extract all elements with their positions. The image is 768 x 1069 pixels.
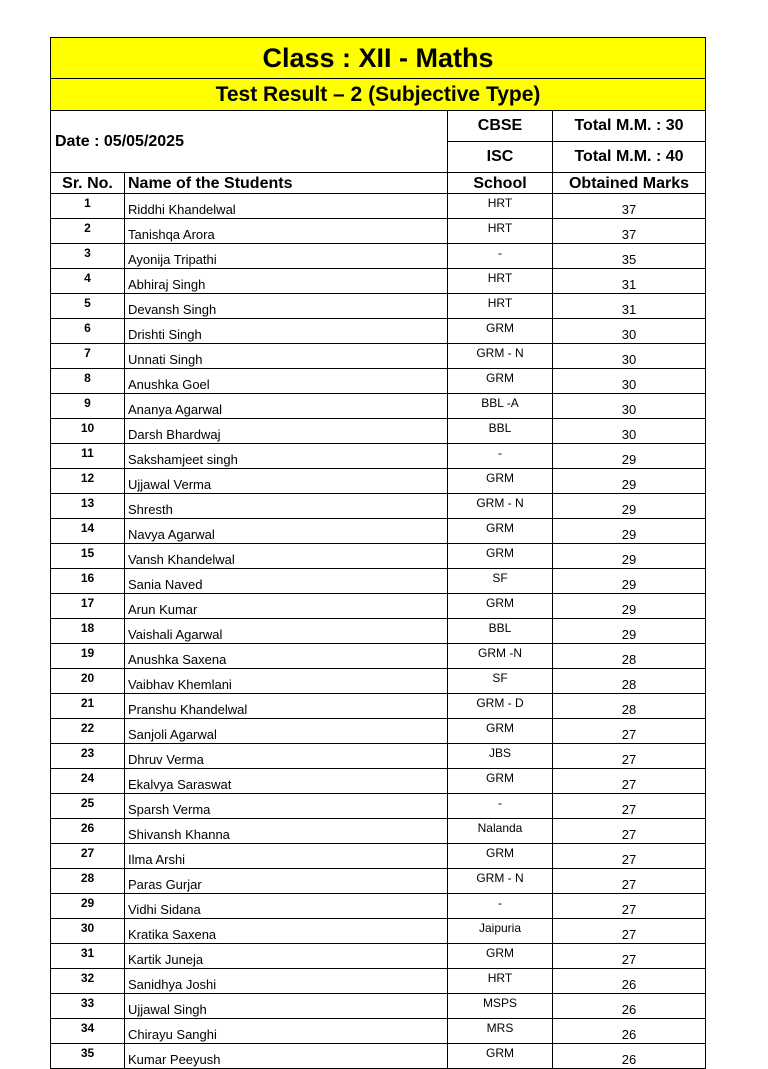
student-name-cell: Ujjawal Verma: [125, 469, 448, 494]
sr-no-cell: 27: [51, 844, 125, 869]
table-row: [51, 669, 706, 694]
school-cell: GRM: [448, 719, 553, 744]
school-cell: HRT: [448, 219, 553, 244]
student-name-cell: Riddhi Khandelwal: [125, 194, 448, 219]
marks-cell: 26: [553, 1019, 706, 1044]
table-row: [51, 844, 706, 869]
table-row: [51, 269, 706, 294]
student-name-cell: Arun Kumar: [125, 594, 448, 619]
student-name-cell: Kratika Saxena: [125, 919, 448, 944]
school-cell: HRT: [448, 294, 553, 319]
school-cell: GRM -N: [448, 644, 553, 669]
student-name-cell: Drishti Singh: [125, 319, 448, 344]
school-cell: MSPS: [448, 994, 553, 1019]
sr-no-cell: 34: [51, 1019, 125, 1044]
sr-no-cell: 28: [51, 869, 125, 894]
sr-no-cell: 2: [51, 219, 125, 244]
table-row: [51, 944, 706, 969]
marks-cell: 26: [553, 969, 706, 994]
column-header-sr-no: Sr. No.: [51, 173, 125, 194]
sr-no-cell: 12: [51, 469, 125, 494]
table-row: [51, 469, 706, 494]
marks-cell: 37: [553, 194, 706, 219]
school-cell: GRM: [448, 319, 553, 344]
student-name-cell: Vansh Khandelwal: [125, 544, 448, 569]
table-row: [51, 294, 706, 319]
sr-no-cell: 22: [51, 719, 125, 744]
student-name-cell: Anushka Goel: [125, 369, 448, 394]
table-row: [51, 794, 706, 819]
sr-no-cell: 7: [51, 344, 125, 369]
table-row: [51, 894, 706, 919]
sr-no-cell: 10: [51, 419, 125, 444]
sheet-subtitle: Test Result – 2 (Subjective Type): [51, 79, 706, 111]
marks-cell: 27: [553, 744, 706, 769]
sr-no-cell: 11: [51, 444, 125, 469]
marks-cell: 27: [553, 869, 706, 894]
sr-no-cell: 14: [51, 519, 125, 544]
table-row: [51, 744, 706, 769]
result-table: [50, 37, 706, 1069]
school-cell: GRM: [448, 944, 553, 969]
school-cell: GRM - D: [448, 694, 553, 719]
marks-cell: 28: [553, 669, 706, 694]
sr-no-cell: 33: [51, 994, 125, 1019]
table-row: [51, 719, 706, 744]
sr-no-cell: 3: [51, 244, 125, 269]
sr-no-cell: 8: [51, 369, 125, 394]
student-name-cell: Vidhi Sidana: [125, 894, 448, 919]
table-row: [51, 594, 706, 619]
sr-no-cell: 13: [51, 494, 125, 519]
sheet-title: Class : XII - Maths: [51, 38, 706, 79]
table-row: [51, 769, 706, 794]
school-cell: GRM: [448, 369, 553, 394]
marks-cell: 29: [553, 619, 706, 644]
sr-no-cell: 29: [51, 894, 125, 919]
student-name-cell: Anushka Saxena: [125, 644, 448, 669]
student-name-cell: Dhruv Verma: [125, 744, 448, 769]
school-cell: Jaipuria: [448, 919, 553, 944]
marks-cell: 27: [553, 844, 706, 869]
student-name-cell: Ayonija Tripathi: [125, 244, 448, 269]
school-cell: -: [448, 244, 553, 269]
table-row: [51, 394, 706, 419]
sr-no-cell: 18: [51, 619, 125, 644]
student-name-cell: Sakshamjeet singh: [125, 444, 448, 469]
table-row: [51, 569, 706, 594]
student-name-cell: Devansh Singh: [125, 294, 448, 319]
column-header-name: Name of the Students: [125, 173, 448, 194]
school-cell: -: [448, 794, 553, 819]
school-cell: SF: [448, 669, 553, 694]
marks-cell: 31: [553, 269, 706, 294]
student-name-cell: Ujjawal Singh: [125, 994, 448, 1019]
school-cell: GRM: [448, 544, 553, 569]
marks-cell: 27: [553, 919, 706, 944]
sr-no-cell: 4: [51, 269, 125, 294]
school-cell: GRM: [448, 769, 553, 794]
marks-cell: 27: [553, 719, 706, 744]
table-row: [51, 694, 706, 719]
marks-cell: 26: [553, 1044, 706, 1069]
total-marks-cbse: Total M.M. : 30: [553, 111, 706, 142]
student-name-cell: Sania Naved: [125, 569, 448, 594]
student-name-cell: Sanidhya Joshi: [125, 969, 448, 994]
student-rows: [51, 194, 706, 1069]
school-cell: GRM: [448, 1044, 553, 1069]
school-cell: MRS: [448, 1019, 553, 1044]
sr-no-cell: 1: [51, 194, 125, 219]
table-row: [51, 419, 706, 444]
school-cell: GRM: [448, 519, 553, 544]
marks-cell: 26: [553, 994, 706, 1019]
marks-cell: 28: [553, 694, 706, 719]
sr-no-cell: 19: [51, 644, 125, 669]
table-row: [51, 494, 706, 519]
sr-no-cell: 17: [51, 594, 125, 619]
student-name-cell: Abhiraj Singh: [125, 269, 448, 294]
marks-cell: 27: [553, 894, 706, 919]
marks-cell: 31: [553, 294, 706, 319]
student-name-cell: Ananya Agarwal: [125, 394, 448, 419]
marks-cell: 29: [553, 519, 706, 544]
sr-no-cell: 9: [51, 394, 125, 419]
table-row: [51, 244, 706, 269]
table-row: [51, 869, 706, 894]
school-cell: GRM - N: [448, 344, 553, 369]
table-row: [51, 219, 706, 244]
test-date: Date : 05/05/2025: [51, 111, 448, 173]
table-row: [51, 969, 706, 994]
marks-cell: 29: [553, 544, 706, 569]
student-name-cell: Pranshu Khandelwal: [125, 694, 448, 719]
sr-no-cell: 31: [51, 944, 125, 969]
marks-cell: 30: [553, 369, 706, 394]
board-isc: ISC: [448, 142, 553, 173]
student-name-cell: Vaibhav Khemlani: [125, 669, 448, 694]
school-cell: GRM: [448, 594, 553, 619]
marks-cell: 37: [553, 219, 706, 244]
marks-cell: 29: [553, 569, 706, 594]
marks-cell: 27: [553, 769, 706, 794]
student-name-cell: Ekalvya Saraswat: [125, 769, 448, 794]
table-row: [51, 1044, 706, 1069]
sr-no-cell: 23: [51, 744, 125, 769]
sr-no-cell: 32: [51, 969, 125, 994]
sr-no-cell: 26: [51, 819, 125, 844]
table-row: [51, 344, 706, 369]
marks-cell: 30: [553, 394, 706, 419]
student-name-cell: Shresth: [125, 494, 448, 519]
student-name-cell: Vaishali Agarwal: [125, 619, 448, 644]
sr-no-cell: 21: [51, 694, 125, 719]
student-name-cell: Paras Gurjar: [125, 869, 448, 894]
student-name-cell: Unnati Singh: [125, 344, 448, 369]
school-cell: GRM: [448, 844, 553, 869]
school-cell: HRT: [448, 269, 553, 294]
student-name-cell: Sparsh Verma: [125, 794, 448, 819]
school-cell: -: [448, 894, 553, 919]
table-row: [51, 444, 706, 469]
table-row: [51, 194, 706, 219]
school-cell: HRT: [448, 969, 553, 994]
school-cell: JBS: [448, 744, 553, 769]
table-row: [51, 619, 706, 644]
student-name-cell: Sanjoli Agarwal: [125, 719, 448, 744]
student-name-cell: Kartik Juneja: [125, 944, 448, 969]
marks-cell: 30: [553, 319, 706, 344]
marks-cell: 29: [553, 494, 706, 519]
table-row: [51, 519, 706, 544]
school-cell: BBL: [448, 419, 553, 444]
table-row: [51, 819, 706, 844]
school-cell: BBL: [448, 619, 553, 644]
school-cell: Nalanda: [448, 819, 553, 844]
student-name-cell: Kumar Peeyush: [125, 1044, 448, 1069]
total-marks-isc: Total M.M. : 40: [553, 142, 706, 173]
sr-no-cell: 15: [51, 544, 125, 569]
board-cbse: CBSE: [448, 111, 553, 142]
school-cell: SF: [448, 569, 553, 594]
student-name-cell: Shivansh Khanna: [125, 819, 448, 844]
marks-cell: 27: [553, 944, 706, 969]
school-cell: GRM - N: [448, 494, 553, 519]
sr-no-cell: 24: [51, 769, 125, 794]
school-cell: -: [448, 444, 553, 469]
table-row: [51, 919, 706, 944]
table-row: [51, 369, 706, 394]
sr-no-cell: 30: [51, 919, 125, 944]
result-sheet: [50, 37, 705, 1069]
sr-no-cell: 16: [51, 569, 125, 594]
sr-no-cell: 35: [51, 1044, 125, 1069]
student-name-cell: Ilma Arshi: [125, 844, 448, 869]
marks-cell: 29: [553, 594, 706, 619]
sr-no-cell: 5: [51, 294, 125, 319]
marks-cell: 35: [553, 244, 706, 269]
table-row: [51, 644, 706, 669]
marks-cell: 29: [553, 444, 706, 469]
marks-cell: 30: [553, 419, 706, 444]
school-cell: BBL -A: [448, 394, 553, 419]
marks-cell: 27: [553, 794, 706, 819]
table-row: [51, 1019, 706, 1044]
student-name-cell: Chirayu Sanghi: [125, 1019, 448, 1044]
marks-cell: 30: [553, 344, 706, 369]
student-name-cell: Tanishqa Arora: [125, 219, 448, 244]
school-cell: GRM - N: [448, 869, 553, 894]
table-row: [51, 319, 706, 344]
marks-cell: 28: [553, 644, 706, 669]
student-name-cell: Darsh Bhardwaj: [125, 419, 448, 444]
column-header-school: School: [448, 173, 553, 194]
marks-cell: 29: [553, 469, 706, 494]
sr-no-cell: 6: [51, 319, 125, 344]
column-header-marks: Obtained Marks: [553, 173, 706, 194]
school-cell: HRT: [448, 194, 553, 219]
marks-cell: 27: [553, 819, 706, 844]
table-row: [51, 994, 706, 1019]
table-row: [51, 544, 706, 569]
student-name-cell: Navya Agarwal: [125, 519, 448, 544]
sr-no-cell: 25: [51, 794, 125, 819]
school-cell: GRM: [448, 469, 553, 494]
sr-no-cell: 20: [51, 669, 125, 694]
